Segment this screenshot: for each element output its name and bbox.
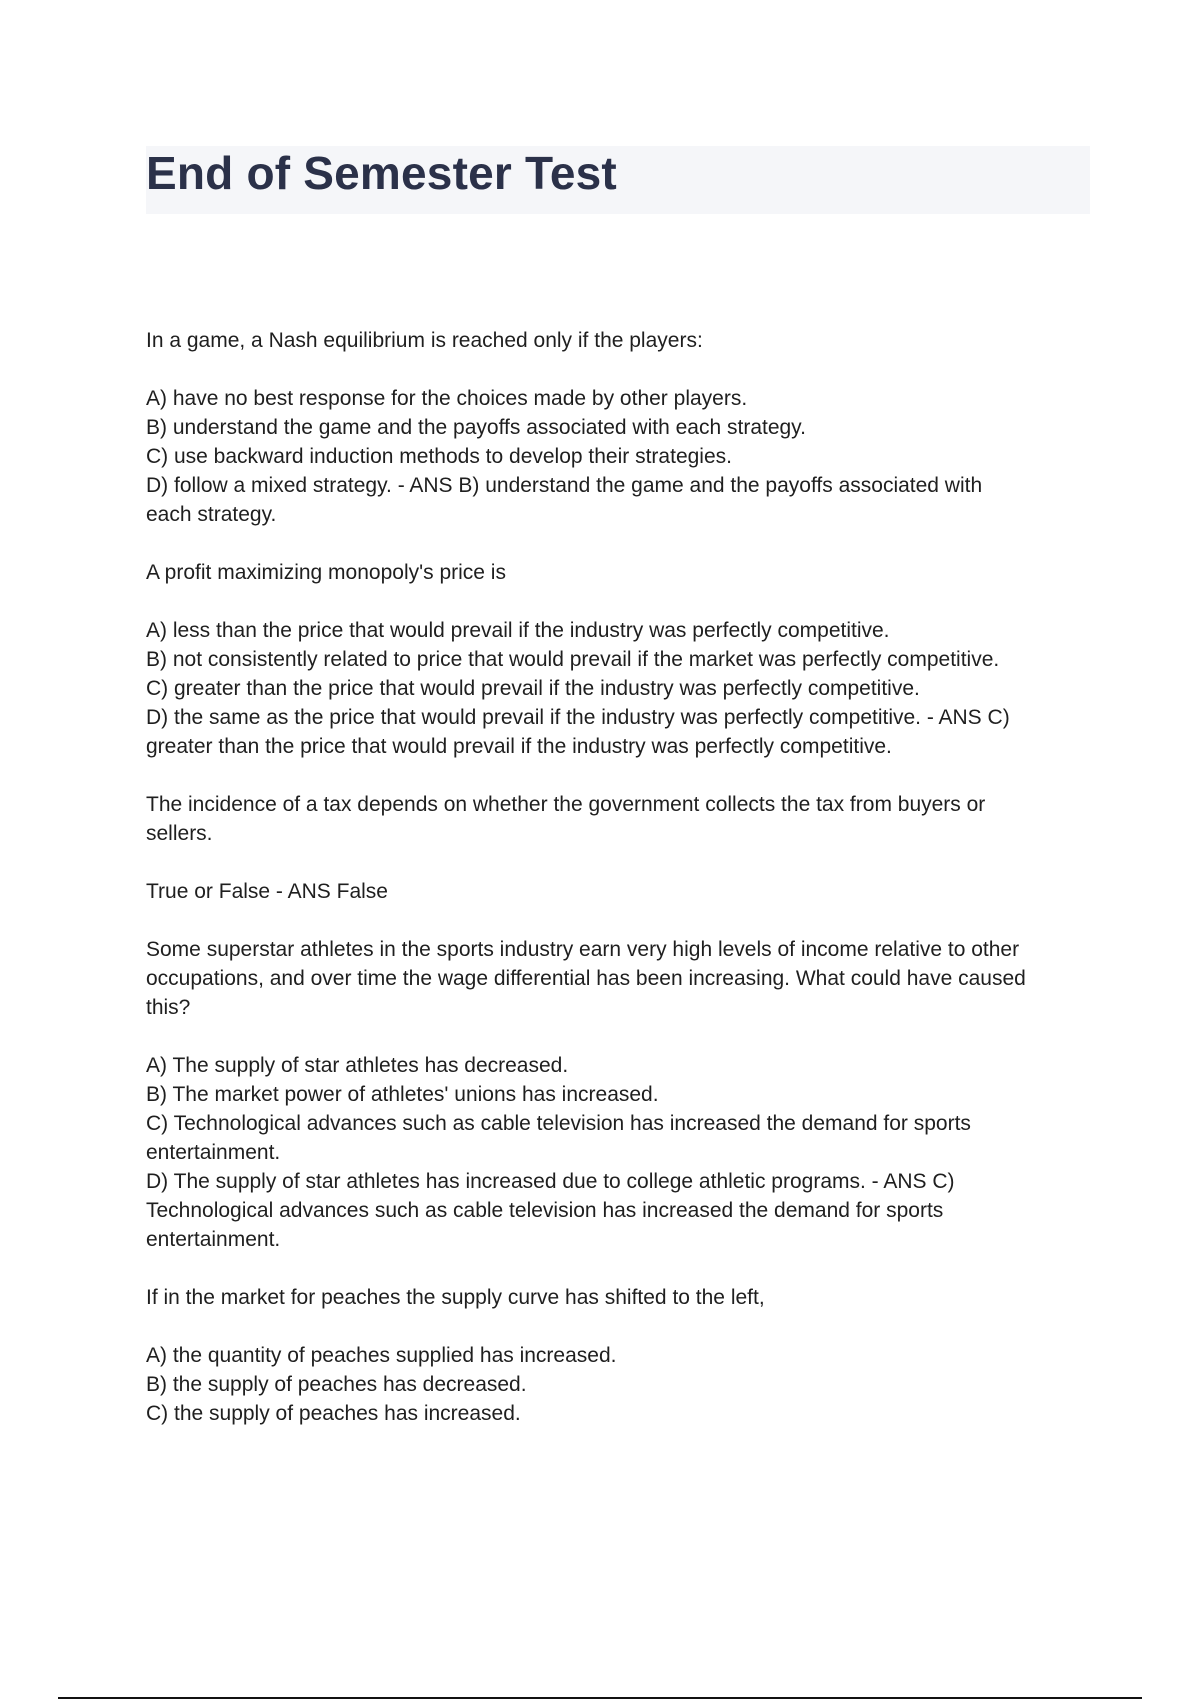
question-5 [146,1283,1090,1428]
answer-option: each strategy. [146,503,277,526]
answer-option: A) the quantity of peaches supplied has increased. [146,1344,617,1367]
answer-option: B) not consistently related to price that would prevail if the market was perfectly competitive. [146,648,1000,671]
question-4 [146,935,1090,1254]
question-stem: In a game, a Nash equilibrium is reached only if the players: [146,329,703,352]
answer-option: B) The market power of athletes' unions has increased. [146,1083,659,1106]
answer-option: C) Technological advances such as cable television has increased the demand for sports [146,1112,971,1135]
answer-option: C) greater than the price that would prevail if the industry was perfectly competitive. [146,677,920,700]
answer-option: greater than the price that would prevail if the industry was perfectly competitive. [146,735,892,758]
answer-option: A) less than the price that would prevail if the industry was perfectly competitive. [146,619,890,642]
question-stem: A profit maximizing monopoly's price is [146,561,506,584]
question-3 [146,790,1090,906]
answer-option: B) the supply of peaches has decreased. [146,1373,527,1396]
document-title: End of Semester Test [146,147,617,199]
question-stem: sellers. [146,822,213,845]
answer-option: C) use backward induction methods to develop their strategies. [146,445,732,468]
question-stem: Some superstar athletes in the sports industry earn very high levels of income relative to other [146,938,1020,961]
question-stem: this? [146,996,191,1019]
footer-rule [58,1697,1142,1699]
answer-option: entertainment. [146,1141,281,1164]
question-stem: If in the market for peaches the supply curve has shifted to the left, [146,1286,765,1309]
answer-option: A) The supply of star athletes has decreased. [146,1054,569,1077]
question-2 [146,558,1090,761]
answer-option: B) understand the game and the payoffs associated with each strategy. [146,416,806,439]
question-stem: The incidence of a tax depends on whether the government collects the tax from buyers or [146,793,986,816]
answer-option: D) follow a mixed strategy. - ANS B) understand the game and the payoffs associated with [146,474,983,497]
question-list [146,326,1090,1457]
answer-option: Technological advances such as cable television has increased the demand for sports [146,1199,944,1222]
question-1 [146,326,1090,529]
answer-option: D) the same as the price that would prevail if the industry was perfectly competitive. - ANS C) [146,706,1010,729]
answer-option: C) the supply of peaches has increased. [146,1402,521,1425]
answer-option: D) The supply of star athletes has increased due to college athletic programs. - ANS C) [146,1170,955,1193]
answer-option: entertainment. [146,1228,281,1251]
answer-option: A) have no best response for the choices made by other players. [146,387,748,410]
question-stem: occupations, and over time the wage differential has been increasing. What could have caused [146,967,1026,990]
answer-option: True or False - ANS False [146,880,388,903]
